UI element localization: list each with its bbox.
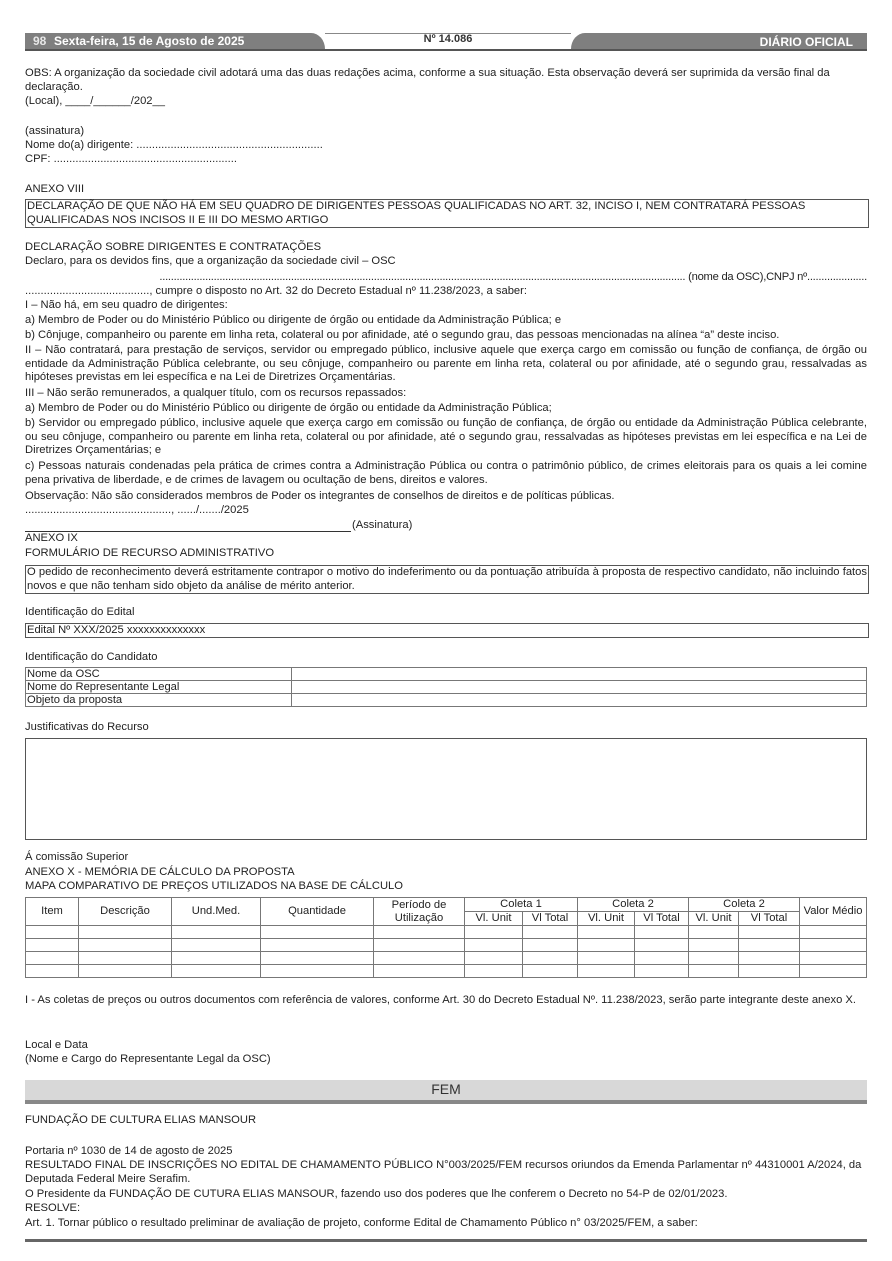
item-iii-b: b) Servidor ou empregado público, inclusive aquele que exerça cargo em comissão ou função de confiança, de órgão ou entidade da Administração Pública celebrante, ou seu cônjuge, companheiro ou parente em linha reta, colateral ou por afinidade, até o segundo grau, ressalvadas as hipóteses previstas em lei específica e na Lei de Diretrizes Orçamentárias; e xyxy=(25,417,867,456)
anexo-ix-title: ANEXO IX xyxy=(25,532,78,544)
col-coleta-2: Coleta 2 xyxy=(578,898,689,912)
fem-section-bar: FEM xyxy=(25,1080,867,1100)
header-rule xyxy=(25,49,867,51)
date-line: ..............................................., ....../......./2025 xyxy=(25,504,249,516)
candidato-table xyxy=(25,667,867,707)
table-cell-value xyxy=(292,694,867,707)
col-descricao: Descrição xyxy=(79,898,172,926)
declaro-line: Declaro, para os devidos fins, que a organização da sociedade civil – OSC xyxy=(25,255,396,267)
obs-paragraph: OBS: A organização da sociedade civil adotará uma das duas redações acima, conforme a sua situação. Esta observação deverá ser suprimida da versão final da declaração. xyxy=(25,67,830,93)
publication-title: DIÁRIO OFICIAL xyxy=(759,35,853,49)
table-row xyxy=(26,952,867,965)
item-iii-c: c) Pessoas naturais condenadas pela prática de crimes contra a Administração Pública ou contra o patrimônio público, de crimes eleitorais para os quais a lei comine pena privativa de liberdade, e de crimes de lavagem ou ocultação de bens, direitos e valores. xyxy=(25,460,867,486)
table-cell-value xyxy=(292,668,867,681)
table-row xyxy=(26,668,867,681)
col-vl-total-2: Vl Total xyxy=(635,912,689,926)
assinatura-label: (Assinatura) xyxy=(352,519,413,531)
art1-line: Art. 1. Tornar público o resultado preliminar de avaliação de projeto, conforme Edital de Chamamento Público n° 03/2025/FEM, a saber: xyxy=(25,1217,698,1229)
cpf-line: CPF: ........................................................... xyxy=(25,153,237,165)
col-valor-medio: Valor Médio xyxy=(800,898,867,926)
item-iii: III – Não serão remunerados, a qualquer título, com os recursos repassados: xyxy=(25,387,407,399)
anexo-ix-subtitle: FORMULÁRIO DE RECURSO ADMINISTRATIVO xyxy=(25,547,275,559)
edital-id-label: Identificação do Edital xyxy=(25,606,135,618)
table-cell-label: Objeto da proposta xyxy=(26,694,292,707)
page-number: 98 xyxy=(33,34,47,48)
justificativas-box xyxy=(25,738,867,840)
item-ii: II – Não contratará, para prestação de serviços, servidor ou empregado público, inclusive aquele que exerça cargo em comissão ou função de confiança, de órgão ou entidade da Administração Pública celebrante, ou seu cônjuge, companheiro ou parente em linha reta, colateral ou por afinidade, até o segundo grau, ressalvadas as hipóteses previstas em lei específica e na Lei de Diretrizes Orçamentárias. xyxy=(25,344,867,383)
anexo-ix-box: O pedido de reconhecimento deverá estritamente contrapor o motivo do indeferimento ou da pontuação atribuída à proposta de respectivo candidato, não incluindo fatos novos e que não tenham sido objeto da análise de mérito anterior. xyxy=(25,565,869,594)
presidente-line: O Presidente da FUNDAÇÃO DE CUTURA ELIAS MANSOUR, fazendo uso dos poderes que lhe conferem o Decreto no 54-P de 02/01/2023. xyxy=(25,1188,728,1200)
item-iii-a: a) Membro de Poder ou do Ministério Público ou dirigente de órgão ou entidade da Administração Pública; xyxy=(25,402,552,414)
portaria-line: Portaria nº 1030 de 14 de agosto de 2025 xyxy=(25,1145,233,1157)
table-row xyxy=(26,939,867,952)
price-table xyxy=(25,897,867,978)
page-bottom-rule xyxy=(25,1239,867,1242)
table-row xyxy=(26,926,867,939)
anexo-x-subtitle: MAPA COMPARATIVO DE PREÇOS UTILIZADOS NA BASE DE CÁLCULO xyxy=(25,880,403,892)
edital-id-value: Edital Nº XXX/2025 xxxxxxxxxxxxxx xyxy=(27,624,206,636)
local-data-label: Local e Data xyxy=(25,1039,88,1051)
anexo-viii-subtitle: DECLARAÇÃO SOBRE DIRIGENTES E CONTRATAÇÕES xyxy=(25,241,322,253)
table-row xyxy=(26,694,867,707)
col-coleta-1: Coleta 1 xyxy=(465,898,578,912)
anexo-viii-title: ANEXO VIII xyxy=(25,183,85,195)
edition-number: Nº 14.086 xyxy=(423,33,473,45)
resultado-paragraph: RESULTADO FINAL DE INSCRIÇÕES NO EDITAL DE CHAMAMENTO PÚBLICO N°003/2025/FEM recursos oriundos da Emenda Parlamentar nº 44310001 A/2024, da Deputada Federal Meire Serafim. xyxy=(25,1159,862,1185)
item-i-a: a) Membro de Poder ou do Ministério Público ou dirigente de órgão ou entidade da Administração Pública; e xyxy=(25,314,562,326)
col-item: Item xyxy=(26,898,79,926)
anexo-viii-box: DECLARAÇÃO DE QUE NÃO HÁ EM SEU QUADRO DE DIRIGENTES PESSOAS QUALIFICADAS NO ART. 32, INCISO I, NEM CONTRATARÁ PESSOAS QUALIFICADAS NOS INCISOS II E III DO MESMO ARTIGO xyxy=(25,199,869,228)
item-i-b: b) Cônjuge, companheiro ou parente em linha reta, colateral ou por afinidade, até o segundo grau, das pessoas mencionadas na alínea “a” deste inciso. xyxy=(25,329,780,341)
justificativas-label: Justificativas do Recurso xyxy=(25,721,149,733)
col-quantidade: Quantidade xyxy=(261,898,374,926)
coletas-note: I - As coletas de preços ou outros documentos com referência de valores, conforme Art. 30 do Decreto Estadual Nº. 11.238/2023, serão parte integrante deste anexo X. xyxy=(25,994,856,1006)
observacao-line: Observação: Não são considerados membros de Poder os integrantes de conselhos de direitos e de políticas públicas. xyxy=(25,490,615,502)
col-vl-unit-1: Vl. Unit xyxy=(465,912,523,926)
col-vl-total-1: Vl Total xyxy=(523,912,578,926)
table-row xyxy=(26,965,867,978)
header-date: Sexta-feira, 15 de Agosto de 2025 xyxy=(54,34,245,48)
local-date-line: (Local), ____/______/202__ xyxy=(25,95,165,107)
page-header xyxy=(25,33,867,51)
col-vl-unit-2: Vl. Unit xyxy=(578,912,635,926)
edital-id-field xyxy=(25,623,869,638)
anexo-x-title: ANEXO X - MEMÓRIA DE CÁLCULO DA PROPOSTA xyxy=(25,866,295,878)
table-cell-label: Nome da OSC xyxy=(26,668,292,681)
fundacao-title: FUNDAÇÃO DE CULTURA ELIAS MANSOUR xyxy=(25,1114,257,1126)
nome-cargo-label: (Nome e Cargo do Representante Legal da OSC) xyxy=(25,1053,271,1065)
table-cell-label: Nome do Representante Legal xyxy=(26,681,292,694)
osc-dots-line: ........................................................................................................................................................................................ (nome da OSC),CNPJ nº..................... xyxy=(159,271,867,283)
signature-label: (assinatura) xyxy=(25,125,85,137)
col-und: Und.Med. xyxy=(172,898,261,926)
candidato-id-label: Identificação do Candidato xyxy=(25,651,158,663)
table-row xyxy=(26,681,867,694)
col-vl-total-3: Vl Total xyxy=(739,912,800,926)
cumpre-line: ........................................, cumpre o disposto no Art. 32 do Decreto Estadual nº 11.238/2023, a saber: xyxy=(25,285,527,297)
resolve-line: RESOLVE: xyxy=(25,1202,81,1214)
col-vl-unit-3: Vl. Unit xyxy=(689,912,739,926)
dirigente-name-line: Nome do(a) dirigente: ............................................................ xyxy=(25,139,323,151)
table-cell-value xyxy=(292,681,867,694)
fem-section-rule xyxy=(25,1100,867,1104)
item-i: I – Não há, em seu quadro de dirigentes: xyxy=(25,299,228,311)
comissao-line: Á comissão Superior xyxy=(25,851,129,863)
col-periodo: Período de Utilização xyxy=(374,898,465,926)
col-coleta-3: Coleta 2 xyxy=(689,898,800,912)
